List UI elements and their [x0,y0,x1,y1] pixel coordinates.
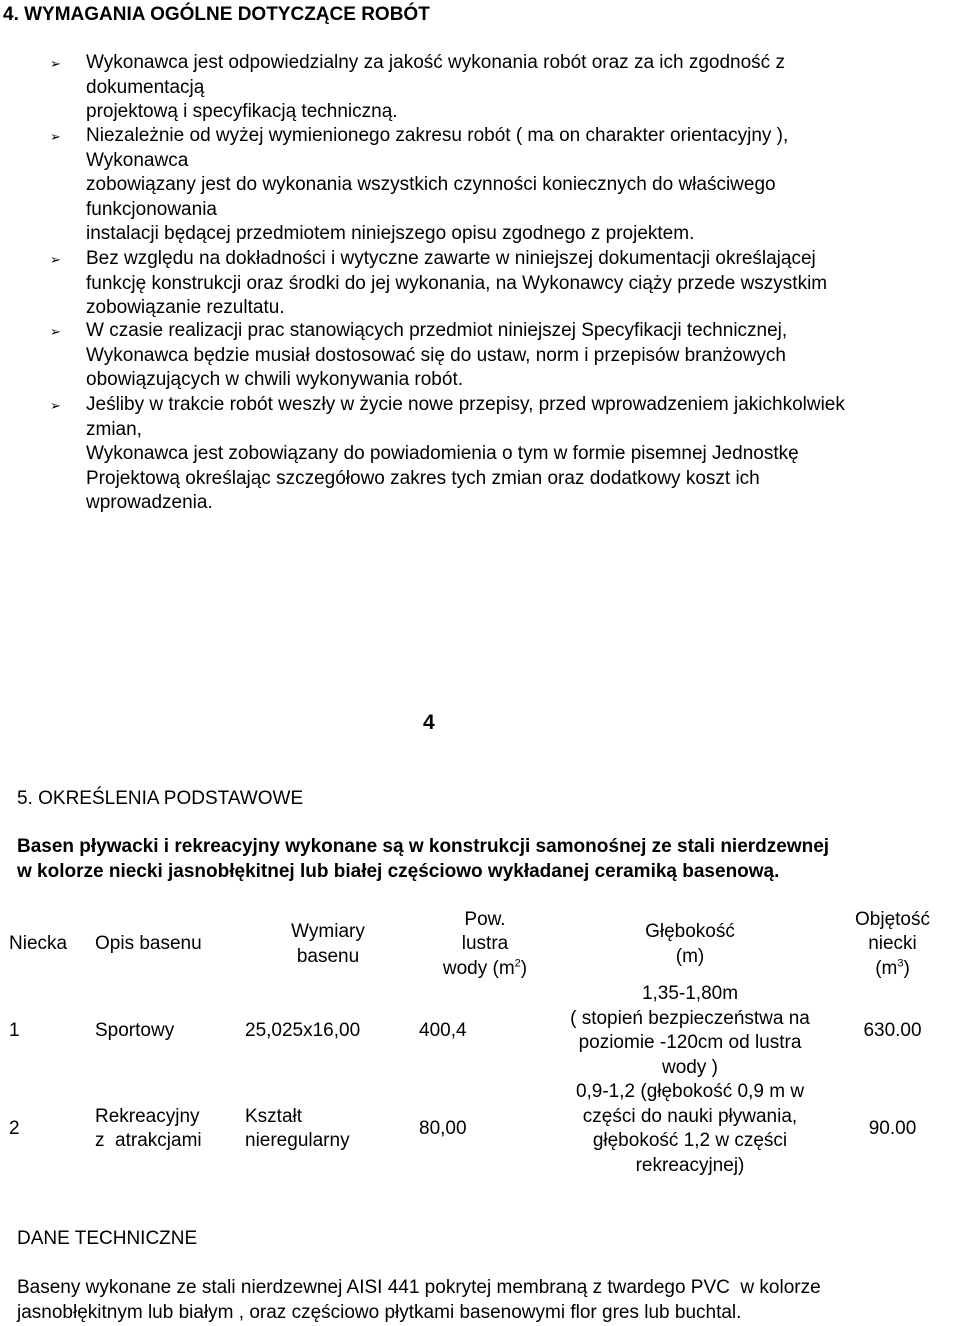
intro-line: Basen pływacki i rekreacyjny wykonane są w konstrukcji samonośnej ze stali nierdzewnej [17,836,830,857]
dane-line: Baseny wykonane ze stali nierdzewnej AISI 441 pokrytej membraną z twardego PVC w kolorze [17,1277,821,1298]
cell-glebokosc: 1,35-1,80m ( stopień bezpieczeństwa na poziomie -120cm od lustra wody ) [570,983,810,1078]
cell-pow: 400,4 [419,1019,467,1041]
header-niecka: Niecka [9,933,68,955]
dane-techniczne-text [17,1276,944,1325]
arrowhead-bullet-icon: ➢ [50,324,61,339]
bullet-line: projektową i specyfikacją techniczną. [86,101,398,122]
dane-techniczne-title: DANE TECHNICZNE [17,1228,198,1249]
bullet-line: Wykonawca jest odpowiedzialny za jakość wykonania robót oraz za ich zgodność z [86,52,785,73]
bullet-line: Bez względu na dokładności i wytyczne zawarte w niniejszej dokumentacji określającej [86,248,816,269]
bullet-item [86,247,943,321]
header-objetosc: Objętość niecki $(m^3)$ [855,908,930,979]
cell-objetosc: 90.00 [868,1117,917,1139]
cell-opis: Sportowy [95,1019,175,1041]
section-4-title: 4. WYMAGANIA OGÓLNE DOTYCZĄCE ROBÓT [3,4,430,25]
cell-glebokosc: 0,9-1,2 (głębokość 0,9 m w części do nauki pływania, głębokość 1,2 w części rekreacyjnej) [575,1081,805,1176]
bullet-line: Wykonawca jest zobowiązany do powiadomienia o tym w formie pisemnej Jednostkę [86,443,799,464]
bullet-line: funkcję konstrukcji oraz środki do jej wykonania, na Wykonawcy ciąży przede wszystkim [86,272,828,294]
section-5-title: 5. OKREŚLENIA PODSTAWOWE [17,788,304,809]
arrowhead-bullet-icon: ➢ [50,252,61,267]
bullet-line: Projektową określając szczegółowo zakres tych zmian oraz dodatkowy koszt ich [86,467,760,489]
cell-objetosc: 630.00 [863,1019,922,1041]
cell-wymiary: 25,025x16,00 [245,1019,361,1041]
section-5-intro [17,835,929,884]
bullet-line: dokumentacją [86,76,205,98]
bullet-item [86,319,943,393]
bullet-item [86,393,943,516]
bullet-item [86,124,943,247]
cell-wymiary: Kształt nieregularny [245,1105,350,1151]
cell-pow: 80,00 [419,1117,467,1139]
bullet-line: Jeśliby w trakcie robót weszły w życie nowe przepisy, przed wprowadzeniem jakichkolwiek [86,394,845,415]
header-wymiary: Wymiary basenu [291,921,365,967]
cell-opis: Rekreacyjny z atrakcjami [95,1105,202,1151]
bullet-line: zobowiązany jest do wykonania wszystkich czynności koniecznych do właściwego [86,174,776,195]
arrowhead-bullet-icon: ➢ [50,56,61,71]
bullet-line: Niezależnie od wyżej wymienionego zakresu robót ( ma on charakter orientacyjny ), [86,125,789,146]
bullet-line: zmian, [86,418,142,440]
header-opis: Opis basenu [95,933,202,955]
header-glebokosc: Głębokość (m) [645,921,735,967]
cell-niecka: 2 [9,1117,20,1139]
bullet-line: W czasie realizacji prac stanowiących przedmiot niniejszej Specyfikacji technicznej, [86,320,788,341]
intro-line: w kolorze niecki jasnobłękitnej lub białej częściowo wykładanej ceramiką basenową. [17,860,780,882]
bullet-line: obowiązujących w chwili wykonywania robót. [86,369,464,390]
table-row [5,1080,960,1178]
table-header-row [5,907,960,982]
pool-table [5,907,960,1178]
bullet-line: zobowiązanie rezultatu. [86,297,285,318]
bullet-item [86,51,943,125]
page-number: 4 [423,711,435,734]
bullet-line: wprowadzenia. [86,492,213,513]
header-pow: Pow. lustra wody $(m^2)$ [442,908,528,979]
bullet-line: Wykonawca będzie musiał dostosować się do ustaw, norm i przepisów branżowych [86,344,786,366]
table-row [5,982,960,1080]
cell-niecka: 1 [9,1019,20,1041]
bullet-line: Wykonawca [86,149,189,171]
bullet-line: funkcjonowania [86,198,217,220]
dane-line: jasnobłękitnym lub białym , oraz częściowo płytkami basenowymi flor gres lub buchtal. [17,1301,742,1323]
bullet-line: instalacji będącej przedmiotem niniejszego opisu zgodnego z projektem. [86,223,695,244]
arrowhead-bullet-icon: ➢ [50,398,61,413]
arrowhead-bullet-icon: ➢ [50,129,61,144]
